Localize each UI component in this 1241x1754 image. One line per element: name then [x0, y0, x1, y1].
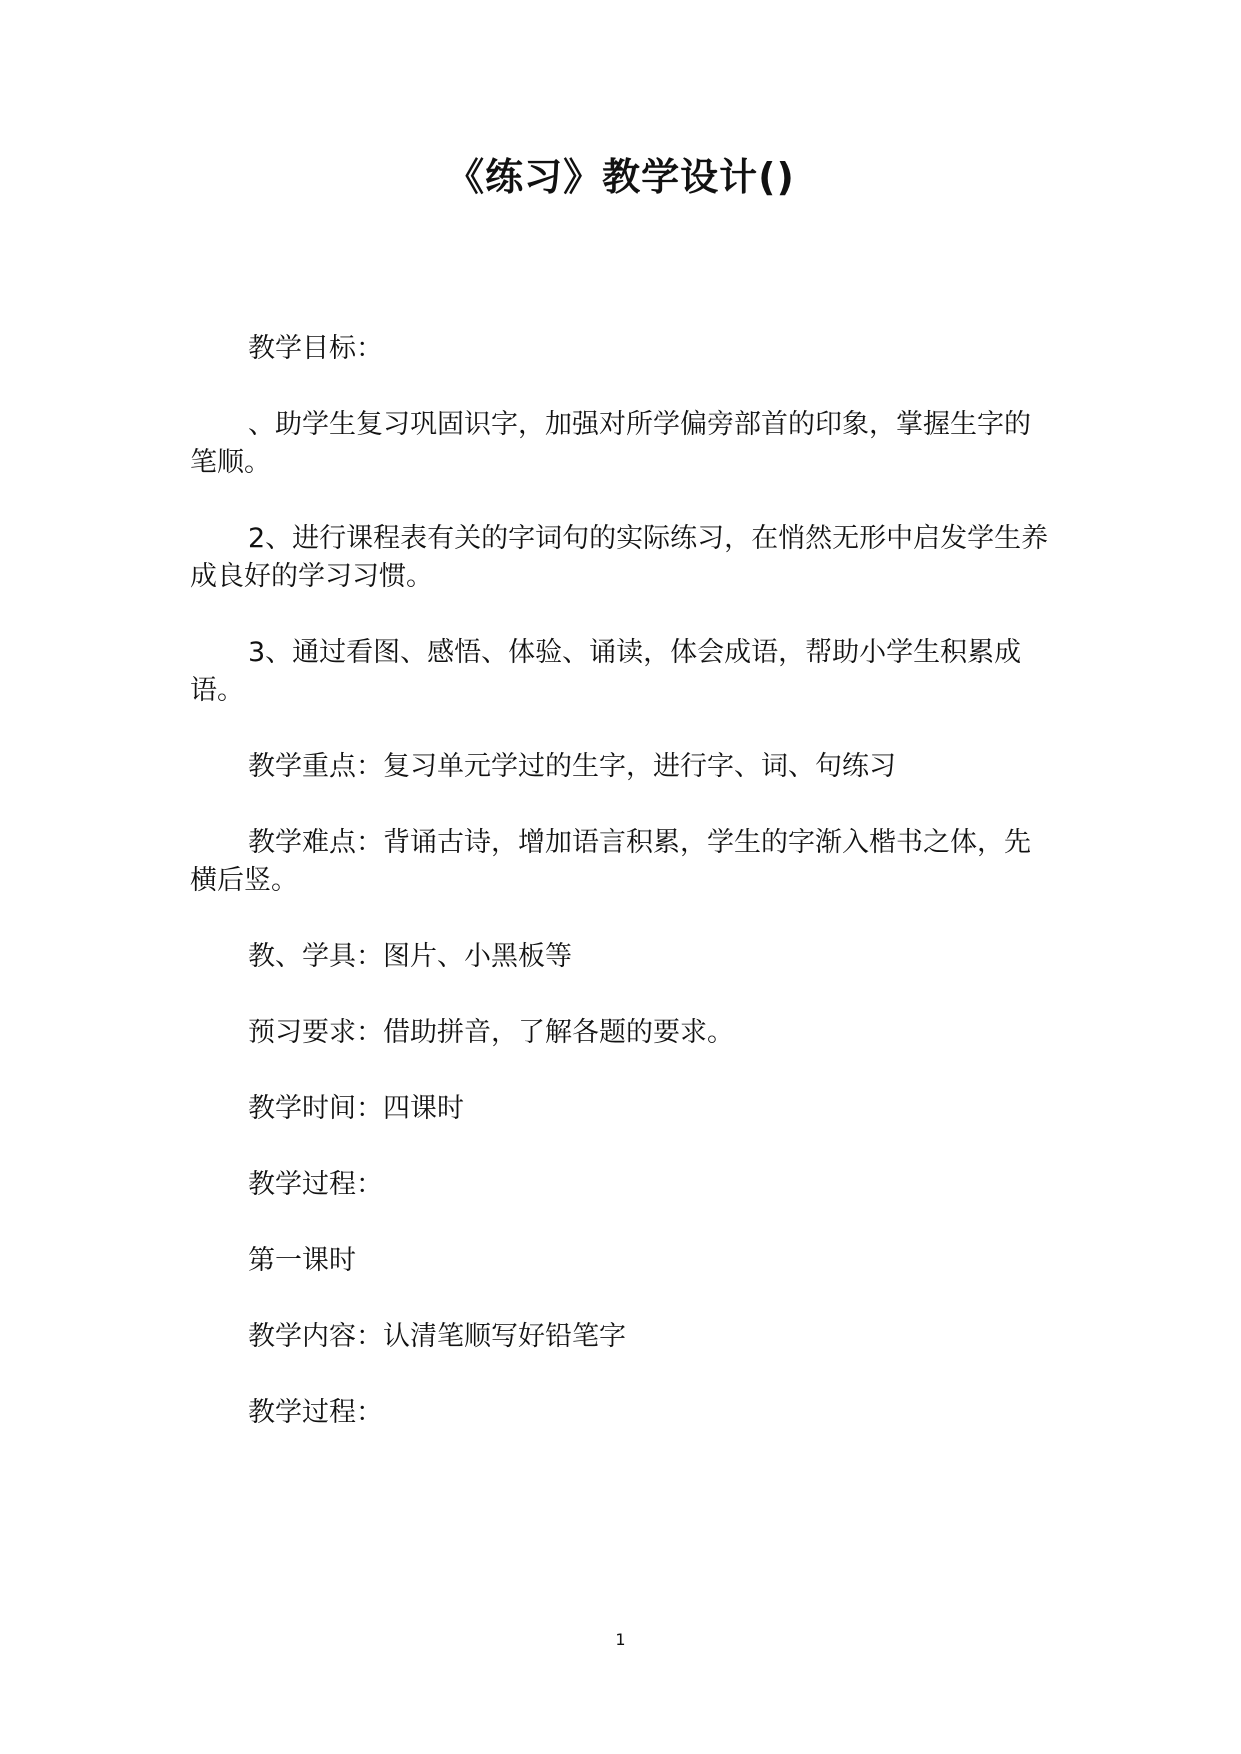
document-title: 《练习》教学设计() [446, 155, 795, 199]
paragraph-first-lesson: 第一课时 [248, 1245, 356, 1276]
paragraph-teaching-aids: 教、学具：图片、小黑板等 [248, 941, 572, 972]
document-body [190, 330, 1052, 1470]
paragraph-preview-requirements: 预习要求：借助拼音，了解各题的要求。 [248, 1017, 734, 1048]
paragraph-teaching-process-heading: 教学过程： [248, 1169, 383, 1200]
paragraph-difficult-points: 教学难点：背诵古诗，增加语言积累，学生的字渐入楷书之体，先横后竖。 [190, 827, 1031, 896]
paragraph-key-points: 教学重点：复习单元学过的生字，进行字、词、句练习 [248, 751, 896, 782]
paragraph-objective-3: 3、通过看图、感悟、体验、诵读，体会成语，帮助小学生积累成语。 [190, 637, 1022, 706]
paragraph-teaching-time: 教学时间：四课时 [248, 1093, 464, 1124]
paragraph-objective-1: 、助学生复习巩固识字，加强对所学偏旁部首的印象，掌握生字的笔顺。 [190, 409, 1031, 478]
paragraph-teaching-objectives-heading: 教学目标： [248, 333, 383, 364]
paragraph-teaching-content: 教学内容：认清笔顺写好铅笔字 [248, 1321, 626, 1352]
paragraph-teaching-process-heading-2: 教学过程： [248, 1397, 383, 1428]
page-number: 1 [615, 1630, 626, 1649]
paragraph-objective-2: 2、进行课程表有关的字词句的实际练习，在悄然无形中启发学生养成良好的学习习惯。 [190, 523, 1049, 592]
